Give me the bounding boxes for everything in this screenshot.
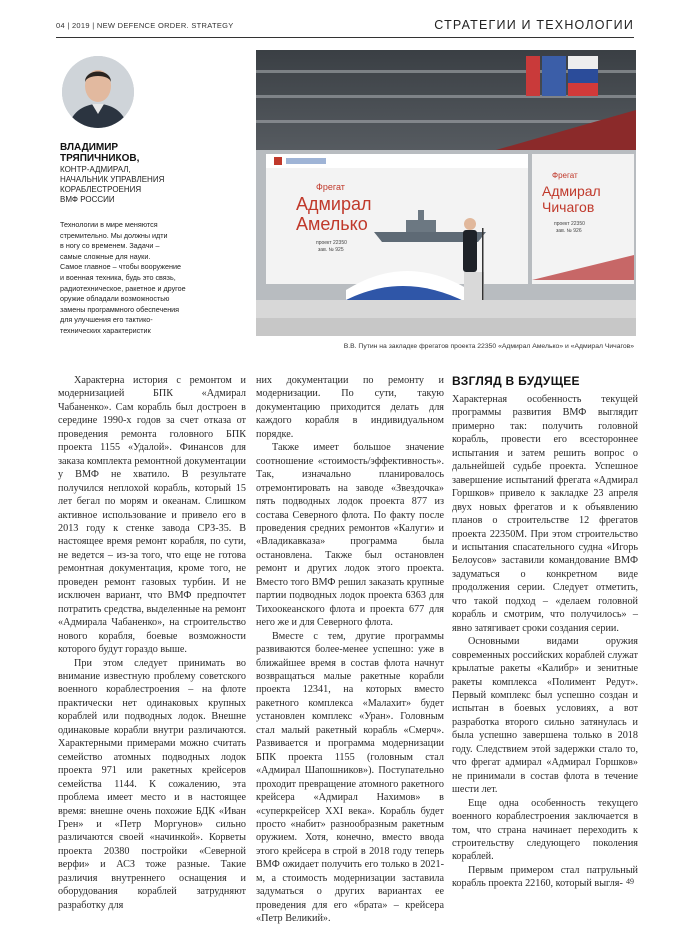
page-header <box>56 18 634 38</box>
author-name: ВЛАДИМИР ТРЯПИЧНИКОВ, <box>60 142 140 164</box>
photo-caption: В.В. Путин на закладке фрегатов проекта 22350 «Адмирал Амелько» и «Адмирал Чичагов» <box>343 343 634 350</box>
paragraph: Также имеет большое значение соотношение «стоимость/эффективность». Так, изначально планировалось отремонтировать на заводе «Звездочка» пять подводных лодок проекта 877 из состава Северного флота. По факту после проведения средних ремонтов «Калуги» и «Владикавказа» программа была остановлена. Также был остановлен ремонт и других лодок этого проекта. Вместо того ВМФ решил заказать крупные партии подводных лодок проекта 6363 для Тихоокеанского флота и проекта 677 для него же и для Северного флота. <box>256 442 444 629</box>
banner-left-title-2: Адмирал <box>296 194 372 214</box>
section-title: СТРАТЕГИИ И ТЕХНОЛОГИИ <box>434 18 634 32</box>
article-column-1 <box>58 374 246 912</box>
page-number: 49 <box>626 877 634 886</box>
article-column-2 <box>256 374 444 926</box>
header-rule <box>56 37 634 38</box>
banner-right-title-1: Фрегат <box>552 171 578 180</box>
paragraph: Первым примером стал патрульный корабль проекта 22160, который выгля- <box>452 864 638 890</box>
banner-right-title-3: Чичагов <box>542 199 595 215</box>
ceremony-photo <box>256 50 636 336</box>
banner-right-title-2: Адмирал <box>542 183 601 199</box>
banner-left-sub-2: зав. № 925 <box>318 247 344 253</box>
banner-left-title-1: Фрегат <box>316 182 345 192</box>
paragraph: Основными видами оружия современных российских кораблей служат крылатые ракеты «Калибр» и зенитные ракеты комплекса «Полимент Редут». Первый комплекс был успешно создан и испытан в боевых условиях, а вот разработка второго сильно затянулась и была успешно завершена только в 2018 году. Следствием этой задержки стало то, что фрегат адмирал «Адмирал Горшков» не принимали в состав флота в течение шести лет. <box>452 636 638 796</box>
banner-left-sub-1: проект 22350 <box>316 240 347 246</box>
banner-right-sub-2: зав. № 926 <box>556 228 582 234</box>
paragraph: Характерна история с ремонтом и модернизацией БПК «Адмирал Чабаненко». Сам корабль был достроен в середине 1990-х годов за счет отказа от проведения ремонта головного БПК проекта 1155 «Удалой». Финансов для заказа комплекта ремонтной документации у ВМФ не хватило. В результате получился неплохой корабль, который 15 лет бегал по морям и океанам. Слишком активное использование и привело его в 2013 году к стенке завода СРЗ-35. В настоящее время ремонт корабля, по сути, не ведется – из-за того, что еще не готова ремонтная документация, кроме того, не проведен ремонт газовых турбин. И не исключен вариант, что ВМФ предпочтет потратить средства, выделенные на ремонт «Адмирала Чабаненко», на строительство нового корабля, боевые возможности которого будут гораздо выше. <box>58 375 246 656</box>
paragraph: Еще одна особенность текущего военного кораблестроения заключается в том, что страна начинает переходить к строительству следующего поколения кораблей. <box>452 797 638 863</box>
banner-left-title-3: Амелько <box>296 214 368 234</box>
author-portrait <box>62 56 134 128</box>
paragraph: При этом следует принимать во внимание известную проблему советского военного кораблестроения – на флоте практически нет одинаковых крупных кораблей или подводных лодок. Внешне одинаковые корабли внутри различаются. Характерными примерами можно считать семейство атомных подводных лодок проекта 971 или ракетных крейсеров семейства 1144. К сожалению, эта проблема имеет место и в настоящее время: внешне очень похожие БДК «Иван Грен» и «Петр Моргунов» сильно различаются своей «начинкой». Корветы проекта 20380 постройки «Северной верфи» и АСЗ тоже разные. Такие различия внутреннего оснащения и оборудования кораблей затрудняют разработку для <box>58 657 246 911</box>
paragraph: них документации по ремонту и модернизации. По сути, такую документацию приходится делать для каждого корабля в индивидуальном порядке. <box>256 375 444 440</box>
issue-line: 04 | 2019 | NEW DEFENCE ORDER. STRATEGY <box>56 21 234 30</box>
author-block <box>60 142 255 205</box>
paragraph: Характерная особенность текущей программы развития ВМФ выглядит примерно так: получить головной корабль, провести его всестороннее испытания и затем решить вопрос о дальнейшей судьбе проекта. Успешное завершение испытаний фрегата «Адмирал Горшков» привело к закладке 23 апреля двух новых фрегатов и к объявлению планов о строительстве 12 фрегатов проекта 22350М. При этом строительство и испытания спасательного судна «Игорь Белоусов» заставили командование ВМФ задуматься о конкретном виде продолжения серии. Следует отметить, что такой подход – «делаем головной корабль и смотрим, что получилось» – явно затягивает сроки создания серии. <box>452 394 638 634</box>
banner-right-sub-1: проект 22350 <box>554 221 585 227</box>
author-position: КОНТР-АДМИРАЛ, НАЧАЛЬНИК УПРАВЛЕНИЯ КОРАБЛЕСТРОЕНИЯ ВМФ РОССИИ <box>60 165 165 204</box>
section-heading: ВЗГЛЯД В БУДУЩЕЕ <box>452 374 580 388</box>
article-column-3 <box>452 374 638 891</box>
pull-quote: Технологии в мире меняются стремительно. Мы должны идти в ногу со временем. Задачи – самые сложные для науки. Самое главное – чтобы вооружение и военная техника, будь это связь, радиотехническое, ракетное и другое оружие обладали возможностью замены программного обеспечения для улучшения его тактико- технических характеристик <box>60 220 186 335</box>
paragraph: Вместе с тем, другие программы развиваются более-менее успешно: уже в ближайшее время в состав флота начнут возвращаться малые ракетные корабли проекта 12341, на которых вместо ракетного комплекса «Малахит» будет установлен комплекс «Уран». Головным стал малый ракетный корабль «Смерч». Развивается и программа модернизации БПК проекта 1155 (головным стал «Адмирал Шапошников»). Поступательно проходит превращение атомного ракетного крейсера «Адмирал Нахимов» в «суперкрейсер XXI века». Корабль будет просто «набит» разнообразным ракетным оружием. Хотя, конечно, вместо ввода этого крейсера в строй в 2018 году теперь ВМФ ожидает получить его только в 2021-м, а стоимость модернизации заставила задуматься о других вариантах ее проведения для его «брата» – крейсера «Петр Великий». <box>256 630 444 925</box>
